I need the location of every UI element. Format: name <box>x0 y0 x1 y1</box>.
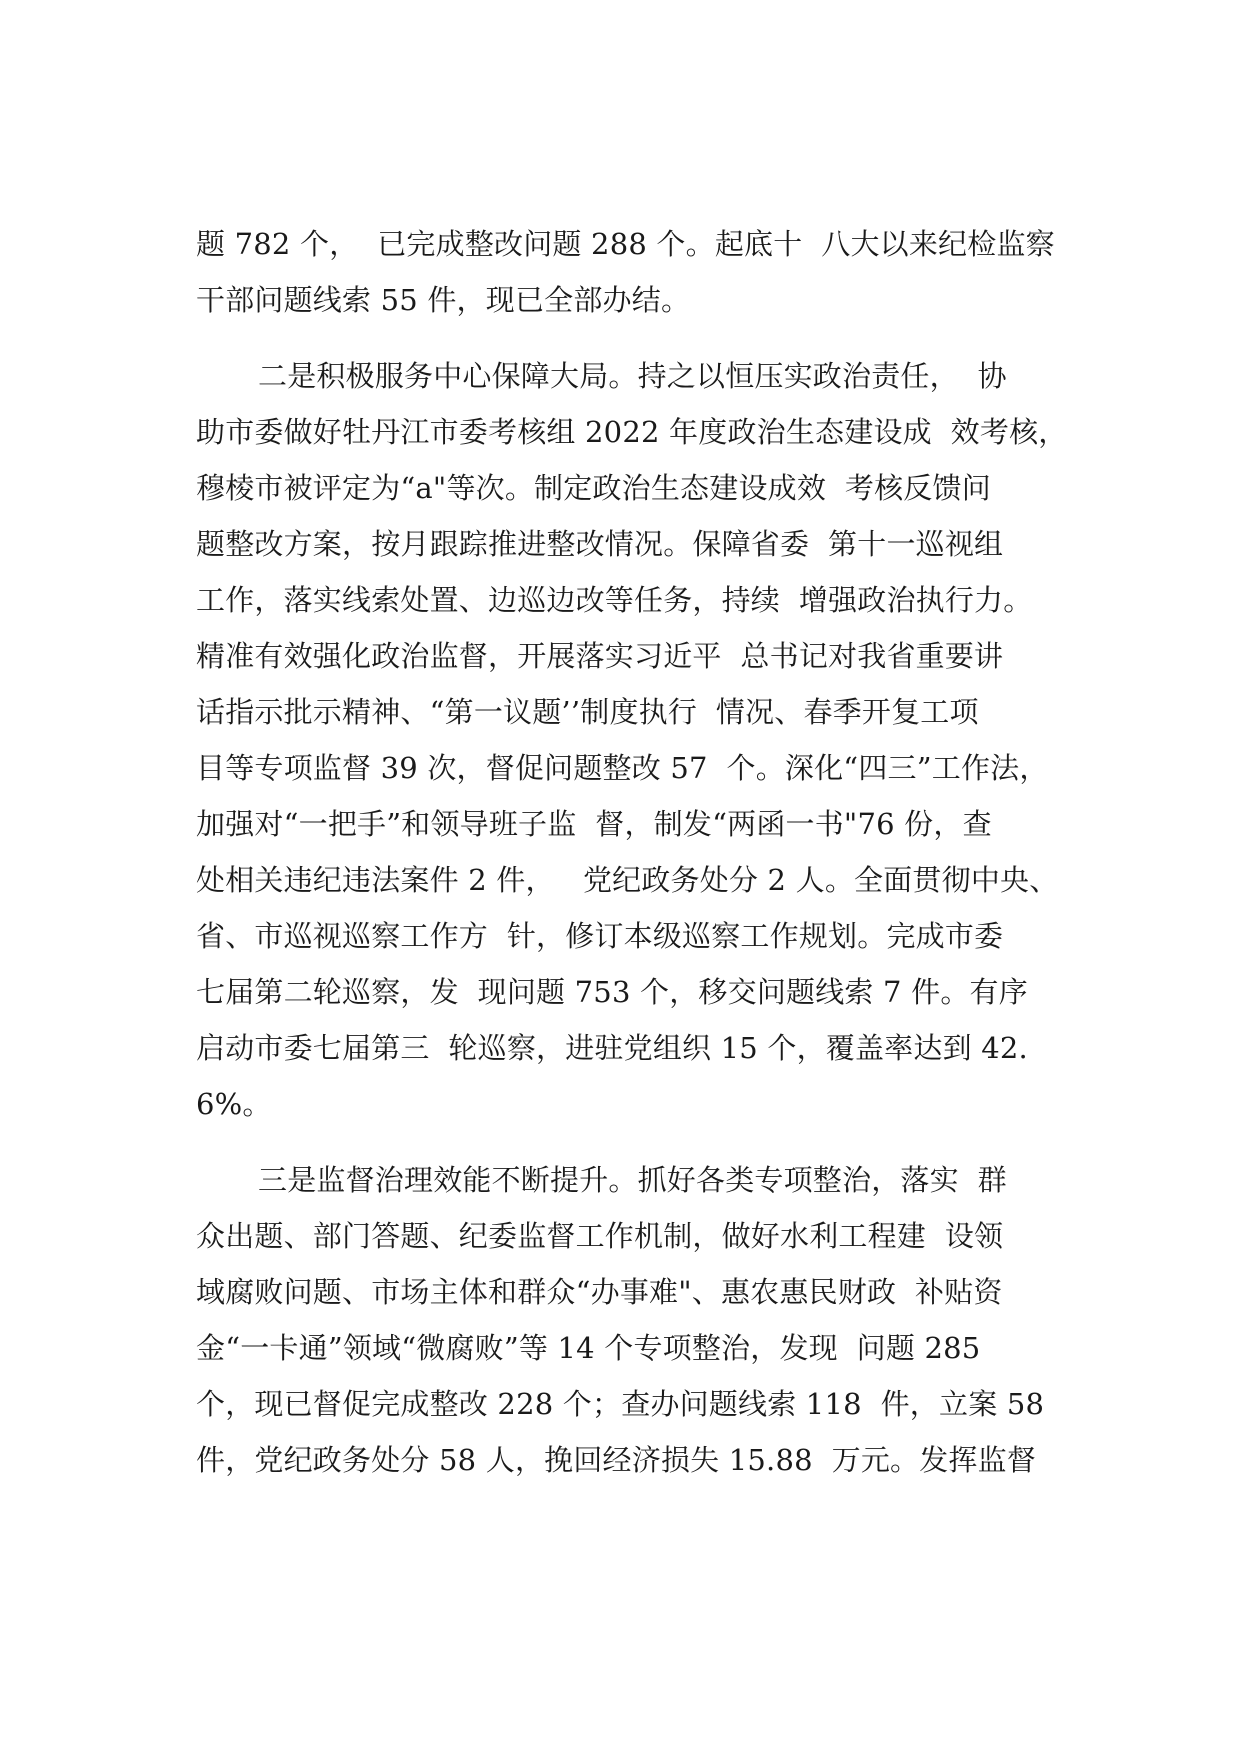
text-line: 七届第二轮巡察，发 现问题 753 个，移交问题线索 7 件。有序 <box>196 975 1028 1009</box>
text-line: 域腐败问题、市场主体和群众“办事难"、惠农惠民财政 补贴资 <box>196 1275 1003 1309</box>
text-line: 金“一卡通”领域“微腐败”等 14 个专项整治，发现 问题 285 <box>196 1331 981 1365</box>
paragraph-2 <box>196 348 1096 1132</box>
document-body <box>196 216 1096 1488</box>
text-line: 干部问题线索 55 件，现已全部办结。 <box>196 283 691 317</box>
text-line: 精准有效强化政治监督，开展落实习近平 总书记对我省重要讲 <box>196 639 1004 673</box>
text-line: 众出题、部门答题、纪委监督工作机制，做好水利工程建 设领 <box>196 1219 1004 1253</box>
text-line: 6%。 <box>196 1087 272 1121</box>
text-line: 加强对“一把手”和领导班子监 督，制发“两函一书"76 份，查 <box>196 807 992 841</box>
paragraph-3 <box>196 1152 1096 1488</box>
text-line: 穆棱市被评定为“a"等次。制定政治生态建设成效 考核反馈问 <box>196 471 991 505</box>
text-line: 三是监督治理效能不断提升。抓好各类专项整治，落实 群 <box>258 1163 1007 1197</box>
text-line: 工作，落实线索处置、边巡边改等任务，持续 增强政治执行力。 <box>196 583 1033 617</box>
text-line: 助市委做好牡丹江市委考核组 2022 年度政治生态建设成 效考核， <box>196 415 1068 449</box>
paragraph-spacer <box>196 328 1096 348</box>
text-line: 目等专项监督 39 次，督促问题整改 57 个。深化“四三”工作法， <box>196 751 1049 785</box>
text-line: 省、市巡视巡察工作方 针，修订本级巡察工作规划。完成市委 <box>196 919 1004 953</box>
text-line: 话指示批示精神、“第一议题’’制度执行 情况、春季开复工项 <box>196 695 979 729</box>
paragraph-spacer <box>196 1132 1096 1152</box>
text-line: 件，党纪政务处分 58 人，挽回经济损失 15.88 万元。发挥监督 <box>196 1443 1037 1477</box>
text-line: 题整改方案，按月跟踪推进整改情况。保障省委 第十一巡视组 <box>196 527 1004 561</box>
text-line: 个，现已督促完成整改 228 个；查办问题线索 118 件，立案 58 <box>196 1387 1045 1421</box>
text-line: 题 782 个， 已完成整改问题 288 个。起底十 八大以来纪检监察 <box>196 227 1055 261</box>
text-line: 处相关违纪违法案件 2 件， 党纪政务处分 2 人。全面贯彻中央、 <box>196 863 1059 897</box>
paragraph-1 <box>196 216 1096 328</box>
text-line: 启动市委七届第三 轮巡察，进驻党组织 15 个，覆盖率达到 42. <box>196 1031 1028 1065</box>
text-line: 二是积极服务中心保障大局。持之以恒压实政治责任， 协 <box>258 359 1007 393</box>
